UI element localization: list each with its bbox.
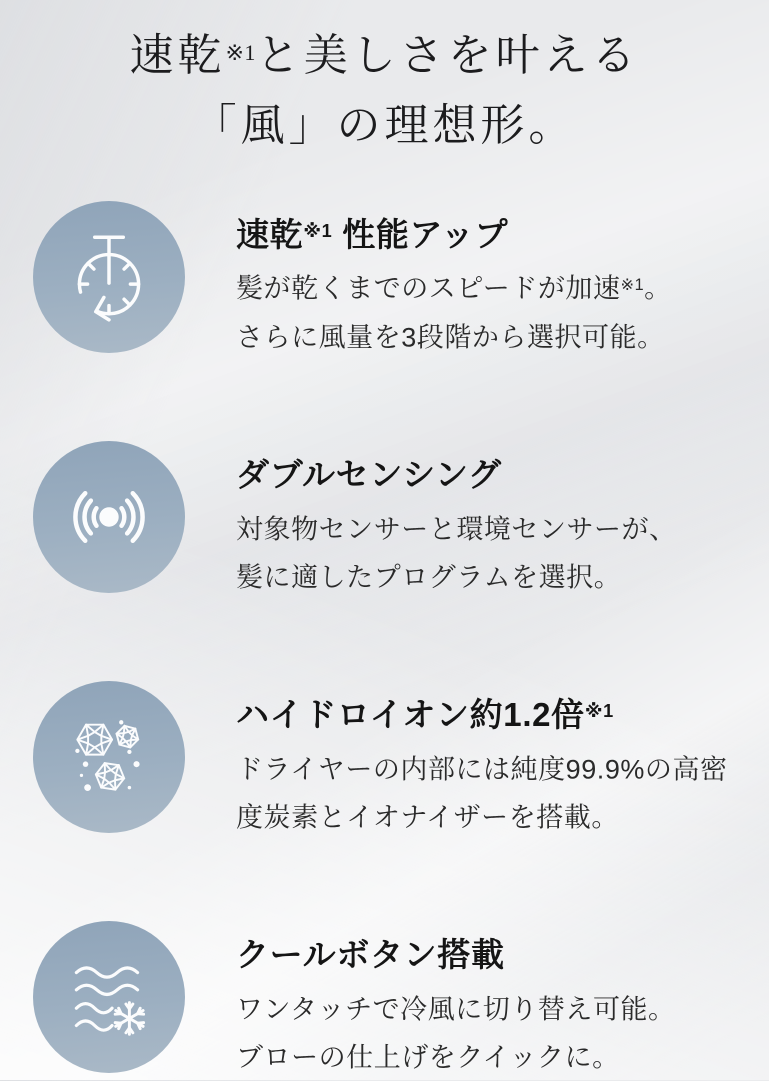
feature-heading: ハイドロイオン約1.2倍$^{※1}$ (236, 695, 728, 735)
feature-heading: クールボタン搭載 (236, 935, 676, 975)
feature-body-line: ドライヤーの内部には純度99.9%の高密 (236, 744, 728, 792)
feature-text (236, 201, 672, 360)
title-footnote-marker: ※1 (225, 40, 255, 65)
feature-body (236, 984, 676, 1081)
feature-body (236, 263, 672, 360)
feature-body-line: 髪に適したプログラムを選択。 (236, 552, 677, 600)
feature-body-line: さらに風量を3段階から選択可能。 (236, 312, 672, 360)
feature-item-double-sensing (33, 441, 739, 600)
feature-body-line: 髪が乾くまでのスピードが加速$^{※1}$。 (236, 263, 672, 311)
title-line-1: 速乾$^{※1}$と美しさを叶える (130, 31, 640, 80)
feature-body (236, 504, 677, 601)
cool-wind-snowflake-icon (58, 946, 160, 1048)
feature-item-hydro-ion (33, 681, 739, 840)
feature-body-line: 対象物センサーと環境センサーが、 (236, 504, 677, 552)
feature-body-line: ワンタッチで冷風に切り替え可能。 (236, 984, 676, 1032)
stopwatch-icon (58, 226, 160, 328)
feature-icon-circle (33, 201, 185, 353)
feature-body (236, 744, 728, 841)
feature-heading: ダブルセンシング (236, 455, 677, 495)
feature-icon-circle (33, 921, 185, 1073)
title-line-2: 「風」の理想形。 (193, 101, 577, 150)
feature-body-line: ブローの仕上げをクイックに。 (236, 1032, 676, 1080)
feature-text (236, 681, 728, 840)
feature-text (236, 921, 676, 1080)
feature-icon-circle (33, 441, 185, 593)
feature-icon-circle (33, 681, 185, 833)
feature-item-cool-button (33, 921, 739, 1080)
feature-heading: 速乾$^{※1}$ 性能アップ (236, 215, 672, 255)
feature-text (236, 441, 677, 600)
feature-list (0, 201, 769, 1081)
page-title (0, 0, 769, 161)
feature-body-line: 度炭素とイオナイザーを搭載。 (236, 792, 728, 840)
ion-crystals-icon (58, 706, 160, 808)
feature-item-quick-dry (33, 201, 739, 360)
signal-waves-icon (58, 466, 160, 568)
